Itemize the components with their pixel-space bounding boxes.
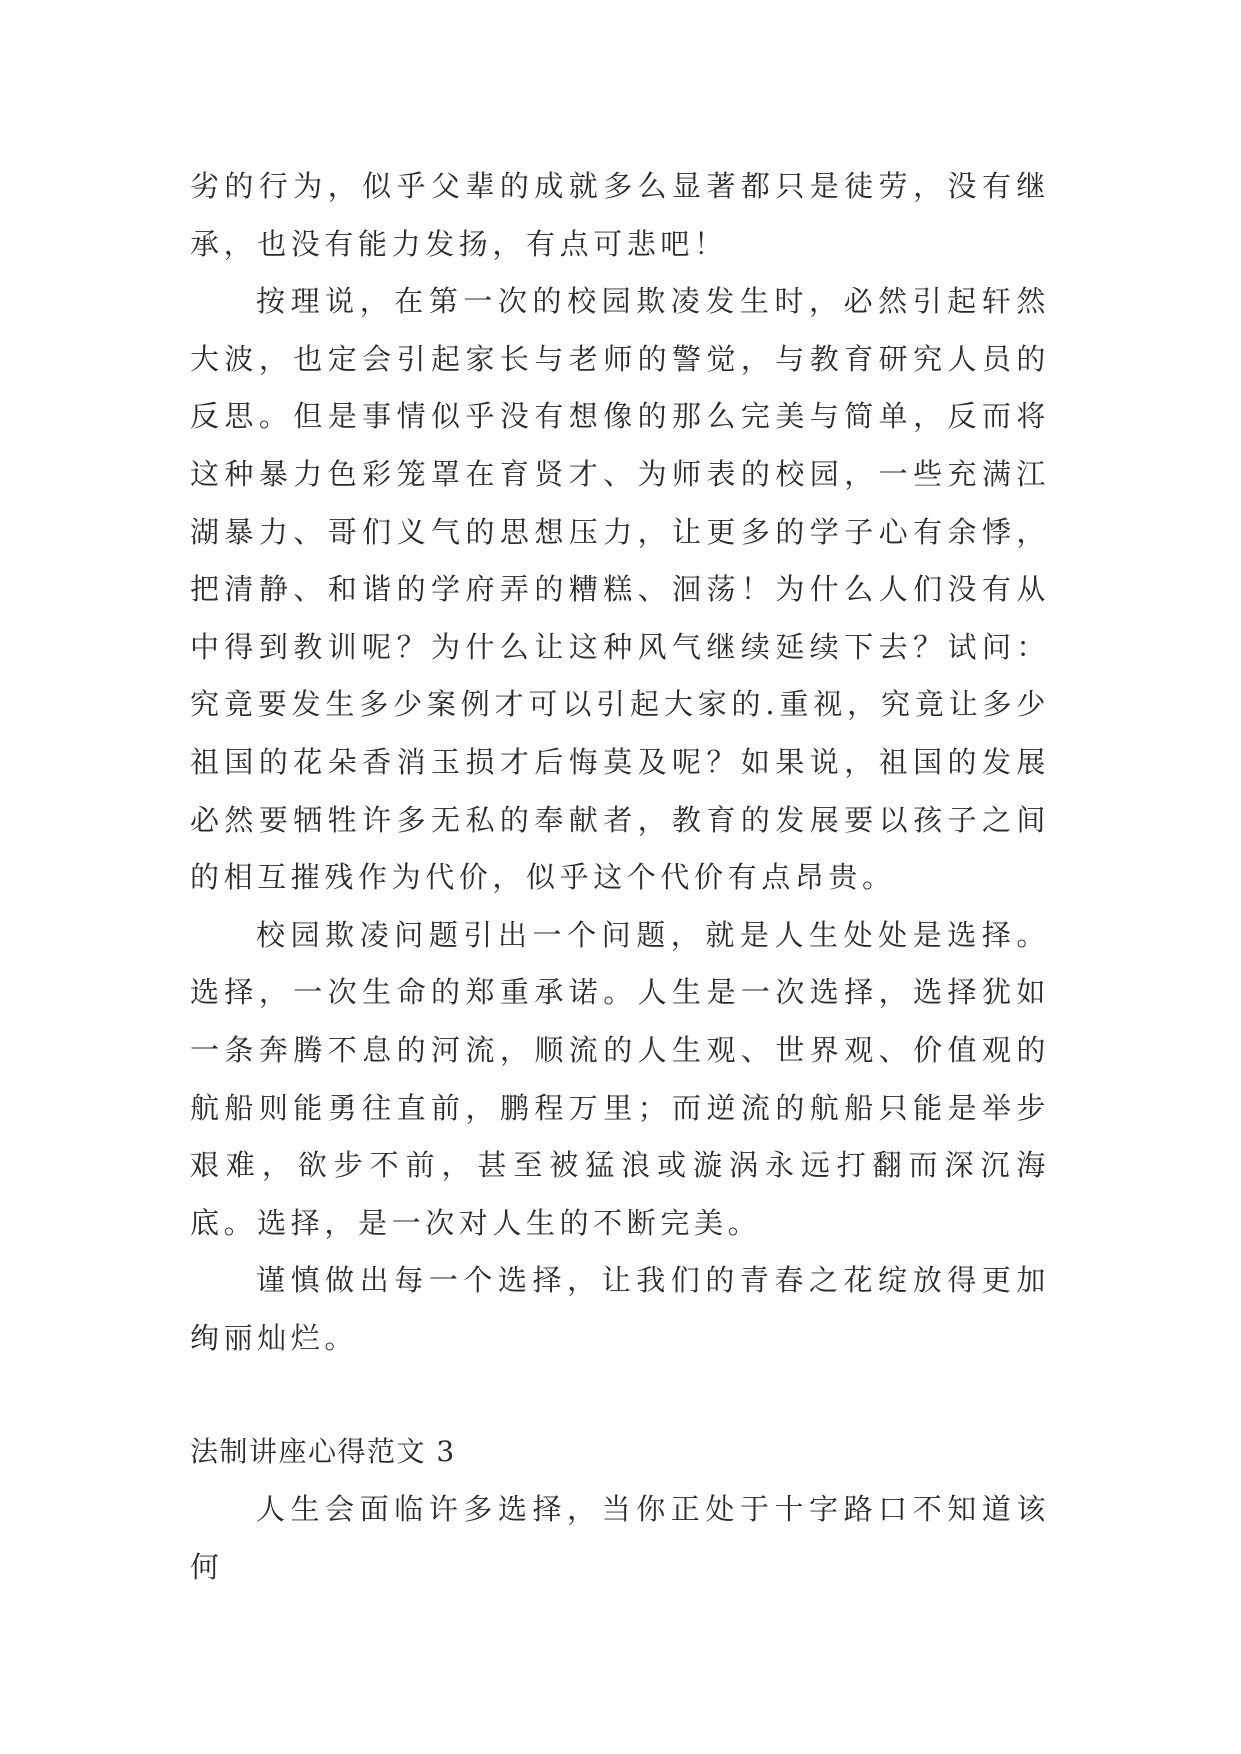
section-heading: 法制讲座心得范文 3 [190, 1435, 456, 1469]
paragraph-section-start: 人生会面临许多选择，当你正处于十字路口不知道该何 [190, 1492, 1050, 1584]
paragraph-continuation: 劣的行为，似乎父辈的成就多么显著都只是徒劳，没有继承，也没有能力发扬，有点可悲吧！ [190, 169, 1050, 261]
document-body [190, 158, 1050, 1596]
paragraph-conclusion: 谨慎做出每一个选择，让我们的青春之花绽放得更加绚丽灿烂。 [190, 1263, 1050, 1355]
paragraph-life-choices: 校园欺凌问题引出一个问题，就是人生处处是选择。选择，一次生命的郑重承诺。人生是一次选择，选择犹如一条奔腾不息的河流，顺流的人生观、世界观、价值观的航船则能勇往直前，鹏程万里；而逆流的航船只能是举步艰难，欲步不前，甚至被猛浪或漩涡永远打翻而深沉海底。选择，是一次对人生的不断完美。 [190, 917, 1050, 1240]
paragraph-bullying-reflection: 按理说，在第一次的校园欺凌发生时，必然引起轩然大波，也定会引起家长与老师的警觉，与教育研究人员的反思。但是事情似乎没有想像的那么完美与简单，反而将这种暴力色彩笼罩在育贤才、为师表的校园，一些充满江湖暴力、哥们义气的思想压力，让更多的学子心有余悸，把清静、和谐的学府弄的糟糕、洄荡！为什么人们没有从中得到教训呢？为什么让这种风气继续延续下去？试问：究竟要发生多少案例才可以引起大家的.重视，究竟让多少祖国的花朵香消玉损才后悔莫及呢？如果说，祖国的发展必然要牺牲许多无私的奉献者，教育的发展要以孩子之间的相互摧残作为代价，似乎这个代价有点昂贵。 [190, 284, 1050, 895]
